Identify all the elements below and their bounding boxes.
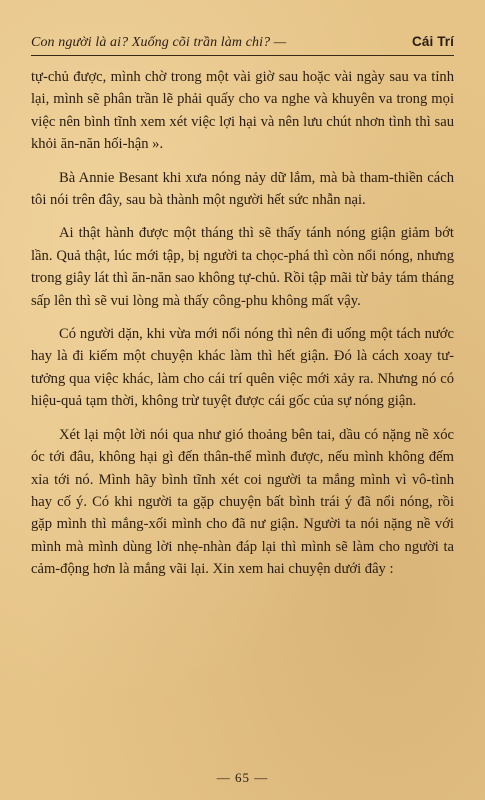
paragraph-continuation: tự-chủ được, mình chờ trong một vài giờ sau hoặc vài ngày sau va tỉnh lại, mình sẽ phân trần lẽ phải quấy cho va nghe và khuyên va trong mọi việc nên bình tĩnh xem xét việc lợi hại và nên lưu chút nhơn tình thì sau khỏi ăn-năn hối-hận ». — [31, 69, 454, 153]
body-text — [31, 66, 454, 581]
page-number: — 65 — — [216, 770, 269, 785]
running-header — [31, 34, 454, 56]
paragraph: Bà Annie Besant khi xưa nóng nảy dữ lắm, mà bà tham-thiền cách tôi nói trên đây, sau bà thành một người hết sức nhẫn nại. — [31, 169, 454, 209]
paragraph: Có người dặn, khi vừa mới nổi nóng thì nên đi uống một tách nước hay là đi kiếm một chuyện khác làm thì hết giận. Đó là cách xoay tư-tưởng qua việc khác, làm cho cái trí quên việc mới xảy ra. Nhưng nó có hiệu-quả tạm thời, không trừ tuyệt được cái gốc của sự nóng giận. — [31, 326, 454, 410]
paragraph: Ai thật hành được một tháng thì sẽ thấy tánh nóng giận giảm bớt lần. Quả thật, lúc mới tập, bị người ta chọc-phá thì còn nổi nóng, nhưng trong giây lát thì ăn-năn sao không tự-chủ. Rồi tập mãi từ bảy tám tháng sấp lên thì sẽ vui lòng mà thấy công-phu không mất vậy. — [31, 225, 454, 309]
running-author: Cái Trí — [412, 34, 454, 49]
paragraph: Xét lại một lời nói qua như gió thoảng bên tai, dầu có nặng nề xóc óc tới đâu, không hại gì đến thân-thể mình được, nếu mình không đếm xỉa tới nó. Mình hãy bình tĩnh xét coi người ta mắng mình vì vô-tình hay cố ý. Có khi người ta gặp chuyện bất bình trái ý đã nổi nóng, rồi gặp mình thì mắng-xối mình cho đã nư giận. Người ta nói nặng nề với mình mà mình dùng lời nhẹ-nhàn đáp lại thì mình sẽ làm cho người ta cảm-động hơn là mắng vãi lại. Xin xem hai chuyện dưới đây : — [31, 426, 454, 578]
running-title: Con người là ai? Xuống cõi trần làm chi? — — [31, 35, 287, 50]
